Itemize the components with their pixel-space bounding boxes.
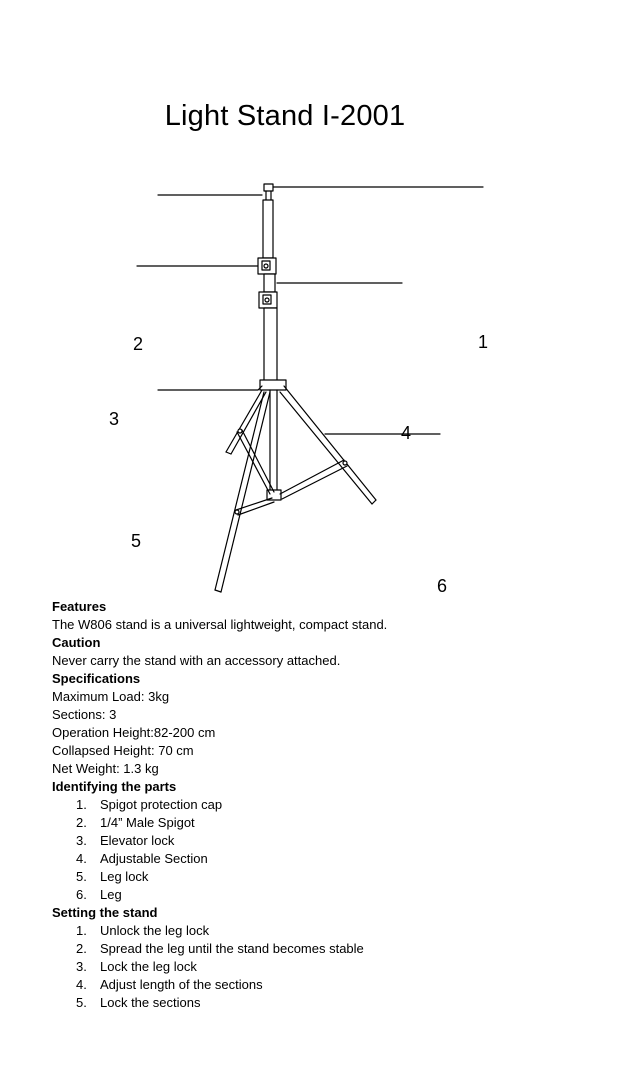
list-text: Adjust length of the sections: [100, 977, 263, 992]
list-item: [52, 940, 612, 958]
list-item: [52, 886, 612, 904]
caution-heading: Caution: [52, 635, 101, 650]
callout-6: 6: [437, 576, 448, 596]
page-title: Light Stand I-2001: [164, 100, 406, 132]
brace-front: [236, 498, 272, 510]
light-stand-diagram: [0, 150, 630, 600]
spec-net-weight: Net Weight: 1.3 kg: [52, 761, 159, 776]
list-text: Elevator lock: [100, 833, 175, 848]
leg-front: [215, 392, 264, 590]
list-number: 6.: [76, 887, 87, 902]
features-heading: Features: [52, 599, 107, 614]
features-text: The W806 stand is a universal lightweight, compact stand.: [52, 617, 388, 632]
list-text: Spread the leg until the stand becomes stable: [100, 941, 364, 956]
list-number: 1.: [76, 923, 87, 938]
spec-sections: Sections: 3: [52, 707, 117, 722]
list-text: Adjustable Section: [100, 851, 208, 866]
document-body: [52, 598, 612, 1012]
brace-left: [237, 432, 270, 494]
lower-section: [264, 308, 277, 382]
list-number: 2.: [76, 815, 87, 830]
callout-4: 4: [401, 423, 412, 443]
spec-operation-height: Operation Height:82-200 cm: [52, 725, 216, 740]
callout-1: 1: [478, 332, 489, 352]
parts-list: [52, 796, 612, 904]
spec-collapsed-height: Collapsed Height: 70 cm: [52, 743, 194, 758]
list-number: 3.: [76, 959, 87, 974]
list-text: Lock the sections: [100, 995, 201, 1010]
list-number: 2.: [76, 941, 87, 956]
list-number: 1.: [76, 797, 87, 812]
caution-text: Never carry the stand with an accessory attached.: [52, 653, 341, 668]
list-item: [52, 958, 612, 976]
list-number: 5.: [76, 995, 87, 1010]
callout-2: 2: [133, 334, 144, 354]
brace-right: [280, 460, 344, 494]
setting-heading: Setting the stand: [52, 905, 158, 920]
list-text: Leg lock: [100, 869, 149, 884]
middle-section: [264, 274, 275, 292]
leg-lock: [260, 380, 286, 390]
light-stand-illustration: [0, 150, 630, 600]
list-text: Leg: [100, 887, 122, 902]
list-number: 4.: [76, 851, 87, 866]
list-item: [52, 850, 612, 868]
specifications-heading: Specifications: [52, 671, 141, 686]
setting-list: [52, 922, 612, 1012]
callout-3: 3: [109, 409, 120, 429]
list-text: Unlock the leg lock: [100, 923, 210, 938]
parts-heading: Identifying the parts: [52, 779, 177, 794]
list-text: 1/4” Male Spigot: [100, 815, 195, 830]
list-text: Spigot protection cap: [100, 797, 223, 812]
list-item: [52, 868, 612, 886]
list-text: Lock the leg lock: [100, 959, 197, 974]
list-item: [52, 922, 612, 940]
leg-right: [284, 386, 376, 500]
list-number: 3.: [76, 833, 87, 848]
spigot-cap: [264, 184, 273, 191]
list-item: [52, 976, 612, 994]
callout-5: 5: [131, 531, 142, 551]
list-item: [52, 796, 612, 814]
list-number: 5.: [76, 869, 87, 884]
list-number: 4.: [76, 977, 87, 992]
top-section: [263, 200, 273, 258]
list-item: [52, 814, 612, 832]
list-item: [52, 832, 612, 850]
list-item: [52, 994, 612, 1012]
spec-max-load: Maximum Load: 3kg: [52, 689, 170, 704]
